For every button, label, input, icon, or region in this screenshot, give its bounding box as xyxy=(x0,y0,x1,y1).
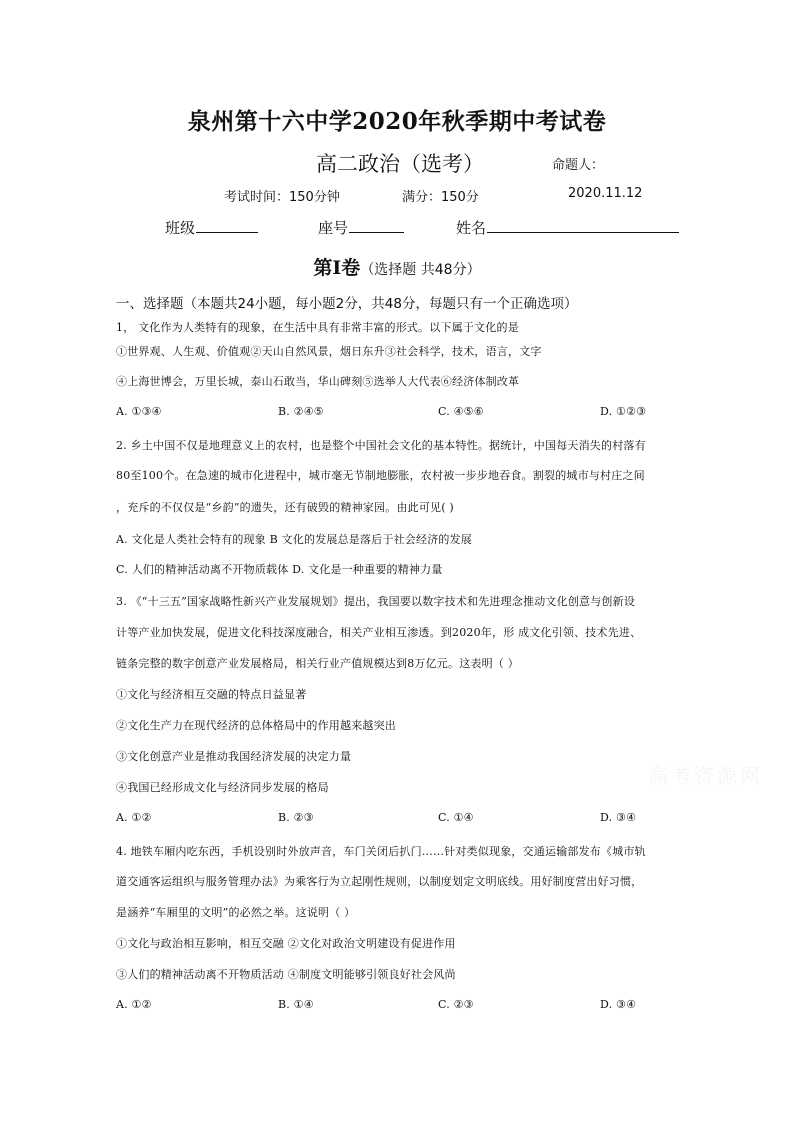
class-field[interactable] xyxy=(165,217,258,238)
question-3-stem: 3. 《“十三五”国家战略性新兴产业发展规划》提出，我国要以数字技术和先进理念推动文化创意与创新设 xyxy=(116,595,636,608)
question-3-statement: ④我国已经形成文化与经济同步发展的格局 xyxy=(116,781,329,794)
question-3-line: 链条完整的数字创意产业发展格局，相关行业产值规模达到8万亿元。这表明（ ） xyxy=(116,657,519,670)
part-title: 第Ⅰ卷 xyxy=(313,257,361,279)
question-4-stem: 4. 地铁车厢内吃东西，手机设别时外放声音，车门关闭后扒门……针对类似现象，交通运输部发布《城市轨 xyxy=(116,845,646,858)
question-3-option-c[interactable]: C. ①④ xyxy=(438,811,474,824)
part-subtitle: （选择题 共48分） xyxy=(360,262,481,278)
question-2-line: 80至100个。在急速的城市化进程中，城市毫无节制地膨胀，农村被一步步地吞食。割裂的城市与村庄之间 xyxy=(116,469,645,482)
question-1-option-d[interactable]: D. ①②③ xyxy=(600,405,647,418)
question-2-options-ab[interactable]: A. 文化是人类社会特有的现象 B 文化的发展总是落后于社会经济的发展 xyxy=(116,533,473,546)
name-blank[interactable] xyxy=(487,218,679,233)
exam-time: 考试时间：150分钟 xyxy=(224,190,340,205)
exam-subtitle: 高二政治（选考） xyxy=(316,152,484,176)
question-2-line: ，充斥的不仅仅是“乡韵”的遗失，还有破毁的精神家园。由此可见( ) xyxy=(116,501,454,514)
seat-field[interactable] xyxy=(318,217,404,238)
section-heading: 一、选择题（本题共24小题，每小题2分，共48分，每题只有一个正确选项） xyxy=(116,296,578,312)
question-1-line: ④上海世博会，万里长城，泰山石敢当，华山碑刻⑤选举人大代表⑥经济体制改革 xyxy=(116,375,520,388)
question-3-option-b[interactable]: B. ②③ xyxy=(278,811,314,824)
question-1-line: ①世界观、人生观、价值观②天山自然风景，烟日东升③社会科学，技术，语言，文字 xyxy=(116,345,542,358)
question-1-stem: 1， 文化作为人类特有的现象，在生活中具有非常丰富的形式。以下属于文化的是 xyxy=(116,321,519,334)
question-1-option-b[interactable]: B. ②④⑤ xyxy=(278,405,324,418)
question-2-options-cd[interactable]: C. 人们的精神活动离不开物质载体 D. 文化是一种重要的精神力量 xyxy=(116,563,443,576)
exam-date: 2020.11.12 xyxy=(568,186,643,201)
setter-label: 命题人： xyxy=(552,158,605,173)
class-label: 班级 xyxy=(165,219,196,237)
class-blank[interactable] xyxy=(196,218,258,233)
seat-label: 座号 xyxy=(318,219,349,237)
exam-title: 泉州第十六中学2020年秋季期中考试卷 xyxy=(187,108,607,135)
name-label: 姓名 xyxy=(456,219,487,237)
question-4-statement: ①文化与政治相互影响，相互交融 ②文化对政治文明建设有促进作用 xyxy=(116,937,456,950)
question-3-line: 计等产业加快发展，促进文化科技深度融合，相关产业相互渗透。到2020年，形 成文化引领、技术先进、 xyxy=(116,626,642,639)
question-1-option-a[interactable]: A. ①③④ xyxy=(116,405,162,418)
question-4-option-d[interactable]: D. ③④ xyxy=(600,998,637,1011)
question-4-option-a[interactable]: A. ①② xyxy=(116,998,152,1011)
question-4-option-c[interactable]: C. ②③ xyxy=(438,998,474,1011)
question-4-line: 是涵养“车厢里的文明”的必然之举。这说明（ ） xyxy=(116,906,356,919)
part-heading xyxy=(0,253,794,280)
question-2-stem: 2. 乡土中国不仅是地理意义上的农村，也是整个中国社会文化的基本特性。据统计，中国每天消失的村落有 xyxy=(116,439,646,452)
full-score: 满分：150分 xyxy=(402,190,479,205)
question-3-statement: ③文化创意产业是推动我国经济发展的决定力量 xyxy=(116,750,352,763)
question-4-statement: ③人们的精神活动离不开物质活动 ④制度文明能够引领良好社会风尚 xyxy=(116,968,456,981)
question-3-option-a[interactable]: A. ①② xyxy=(116,811,152,824)
question-1-option-c[interactable]: C. ④⑤⑥ xyxy=(438,405,484,418)
question-3-statement: ①文化与经济相互交融的特点日益显著 xyxy=(116,688,307,701)
seat-blank[interactable] xyxy=(349,218,404,233)
question-3-option-d[interactable]: D. ③④ xyxy=(600,811,637,824)
watermark: 高考资源网 xyxy=(648,764,763,788)
question-3-statement: ②文化生产力在现代经济的总体格局中的作用越来越突出 xyxy=(116,719,396,732)
question-4-line: 道交通客运组织与服务管理办法》为乘客行为立起刚性规则，以制度划定文明底线。用好制度营出好习惯， xyxy=(116,875,643,888)
name-field[interactable] xyxy=(456,217,679,238)
question-4-option-b[interactable]: B. ①④ xyxy=(278,998,314,1011)
